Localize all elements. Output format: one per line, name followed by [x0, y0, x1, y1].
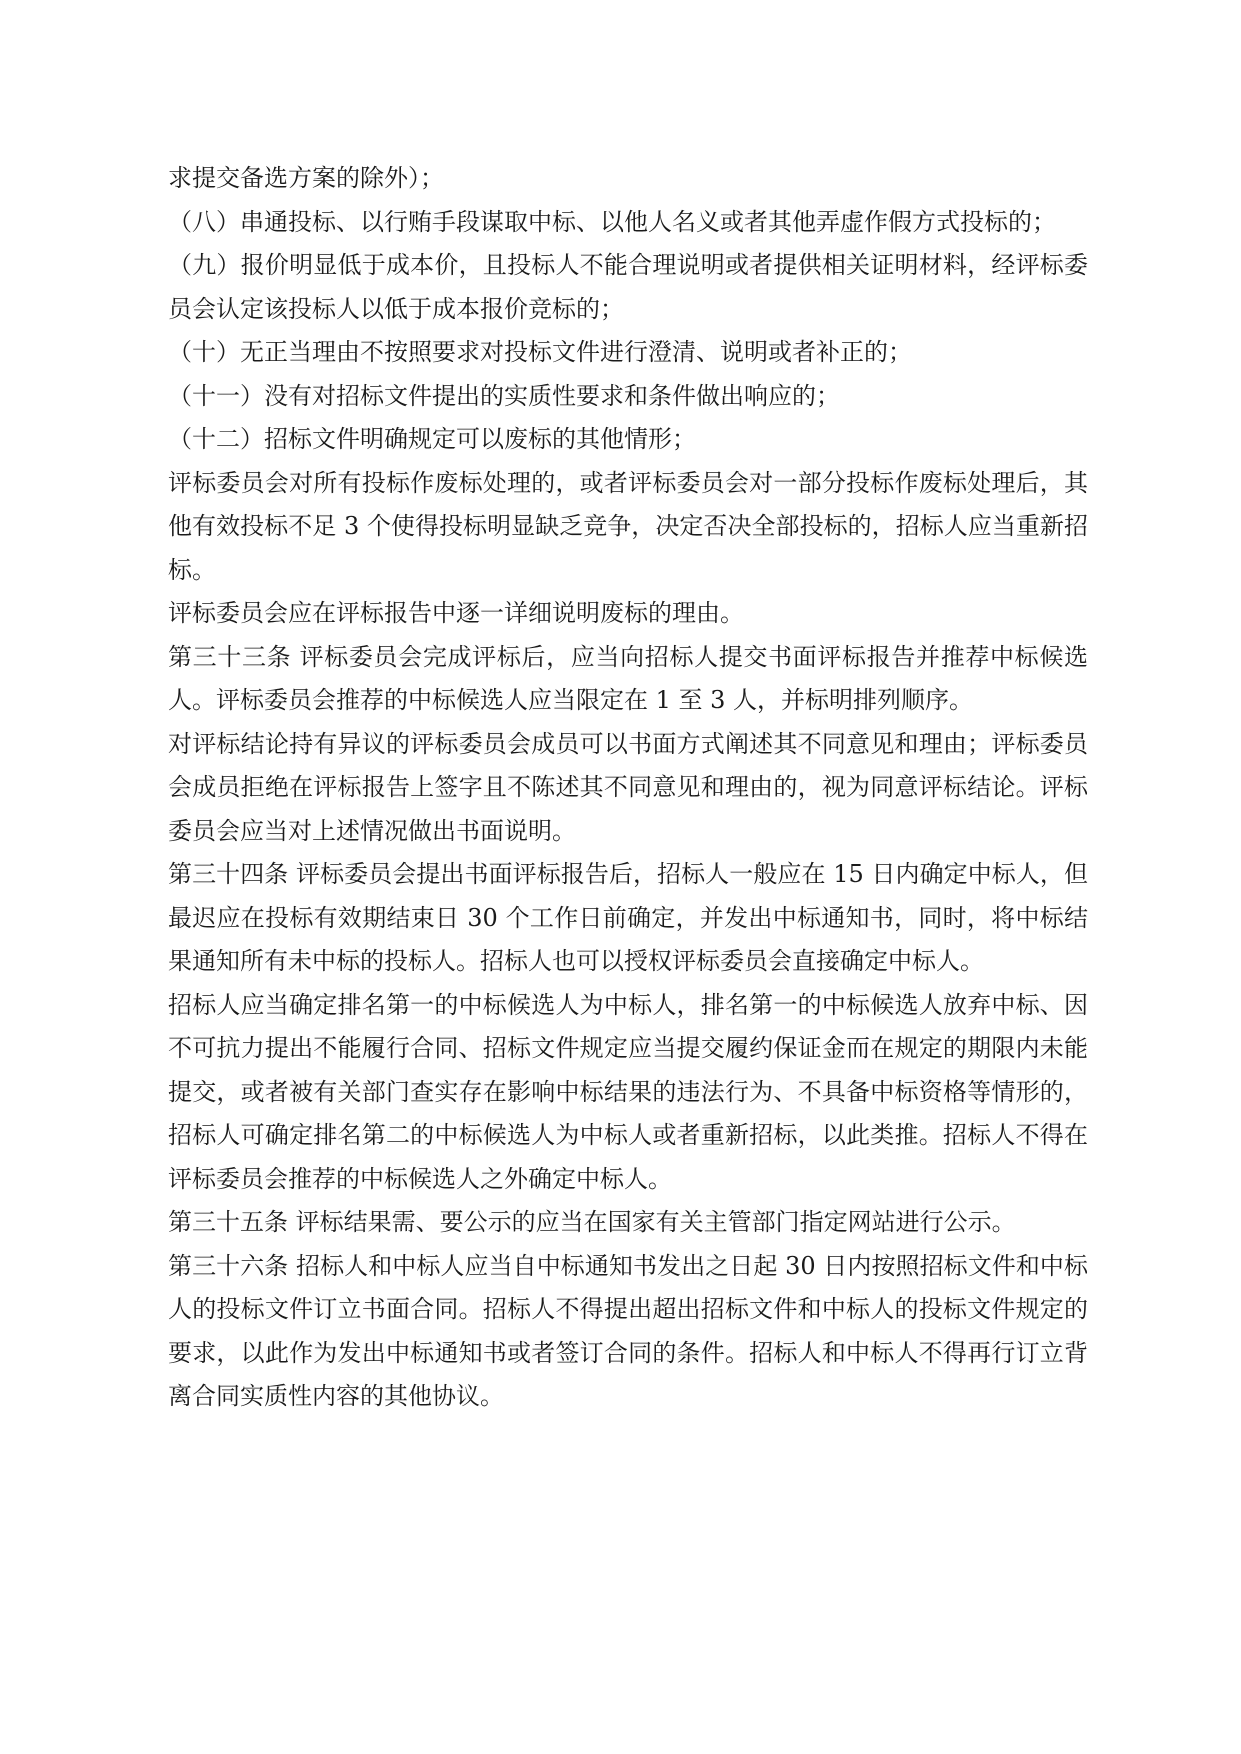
paragraph-article-35: 第三十五条 评标结果需、要公示的应当在国家有关主管部门指定网站进行公示。	[168, 1208, 1016, 1236]
paragraph-item-9: （九）报价明显低于成本价，且投标人不能合理说明或者提供相关证明材料，经评标委员会认定该投标人以低于成本报价竞标的；	[168, 251, 1088, 323]
paragraph-article-33: 第三十三条 评标委员会完成评标后，应当向招标人提交书面评标报告并推荐中标候选人。评标委员会推荐的中标候选人应当限定在 1 至 3 人，并标明排列顺序。	[168, 642, 1088, 714]
paragraph-continuation: 求提交备选方案的除外）；	[168, 164, 444, 192]
paragraph-article-36: 第三十六条 招标人和中标人应当自中标通知书发出之日起 30 日内按照招标文件和中标人的投标文件订立书面合同。招标人不得提出超出招标文件和中标人的投标文件规定的要求，以此作为发出中标通知书或者签订合同的条件。招标人和中标人不得再行订立背离合同实质性内容的其他协议。	[168, 1251, 1088, 1410]
paragraph-item-11: （十一）没有对招标文件提出的实质性要求和条件做出响应的；	[168, 381, 840, 410]
paragraph-rebid-rule: 评标委员会对所有投标作废标处理的，或者评标委员会对一部分投标作废标处理后，其他有效投标不足 3 个使得投标明显缺乏竞争，决定否决全部投标的，招标人应当重新招标。	[168, 468, 1088, 584]
paragraph-item-12: （十二）招标文件明确规定可以废标的其他情形；	[168, 425, 696, 453]
paragraph-item-8: （八）串通投标、以行贿手段谋取中标、以他人名义或者其他弄虚作假方式投标的；	[168, 207, 1056, 236]
paragraph-item-10: （十）无正当理由不按照要求对投标文件进行澄清、说明或者补正的；	[168, 338, 912, 366]
document-body	[168, 157, 1088, 1419]
paragraph-article-34: 第三十四条 评标委员会提出书面评标报告后，招标人一般应在 15 日内确定中标人，但最迟应在投标有效期结束日 30 个工作日前确定，并发出中标通知书，同时，将中标结果通知所有未中标的投标人。招标人也可以授权评标委员会直接确定中标人。	[168, 860, 1088, 975]
paragraph-dissent: 对评标结论持有异议的评标委员会成员可以书面方式阐述其不同意见和理由；评标委员会成员拒绝在评标报告上签字且不陈述其不同意见和理由的，视为同意评标结论。评标委员会应当对上述情况做出书面说明。	[168, 729, 1088, 845]
paragraph-winner-rule: 招标人应当确定排名第一的中标候选人为中标人，排名第一的中标候选人放弃中标、因不可抗力提出不能履行合同、招标文件规定应当提交履约保证金而在规定的期限内未能提交，或者被有关部门查实存在影响中标结果的违法行为、不具备中标资格等情形的，招标人可确定排名第二的中标候选人为中标人或者重新招标，以此类推。招标人不得在评标委员会推荐的中标候选人之外确定中标人。	[168, 990, 1088, 1193]
paragraph-reject-reason: 评标委员会应在评标报告中逐一详细说明废标的理由。	[168, 599, 744, 627]
